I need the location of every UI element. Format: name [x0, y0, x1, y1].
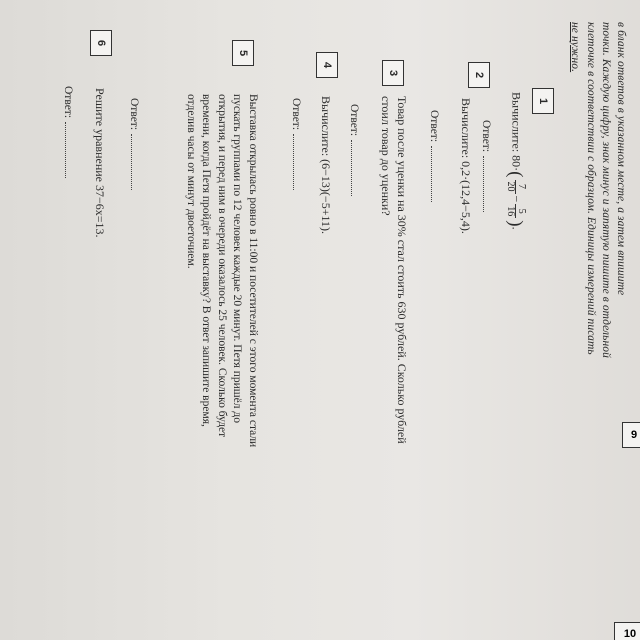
instructions	[567, 22, 628, 582]
edge-number-box: 10	[614, 622, 640, 640]
problem-6-text: Решите уравнение 37−6x=13.	[93, 88, 107, 238]
problem-4-text: Вычислите: (6−13)(−5+11).	[319, 96, 333, 235]
answer-2	[428, 110, 440, 202]
fraction-1-denominator: 20	[504, 181, 516, 192]
answer-line[interactable]	[131, 134, 132, 190]
answer-label: Ответ:	[428, 110, 440, 143]
problem-1-prefix: Вычислите: 80·	[509, 92, 524, 172]
answer-label: Ответ:	[128, 98, 140, 131]
answer-6	[62, 86, 74, 178]
answer-5	[128, 98, 140, 190]
answer-4	[290, 98, 302, 190]
instructions-line: не нужно.	[569, 22, 582, 73]
problem-2-text: Вычислите: 0,2·(12,4−5,4).	[459, 98, 473, 234]
fraction-1	[504, 180, 526, 194]
problem-5-text: Выставка открылась ровно в 11:00 и посетителей с этого момента стали пускать группами по 12 человек каждые 20 минут. Петя пришёл до открытия, и перед ним в очереди оказалось 25 человек. Сколько будет времени, когда Петя пройдёт на выставку? В ответ запишите время, отделив часы от минут двоеточием.	[184, 94, 259, 448]
fraction-2-denominator: 16	[504, 206, 516, 217]
answer-1	[480, 120, 492, 212]
problem-number-5: 5	[232, 40, 254, 66]
fraction-2-numerator: 5	[515, 204, 527, 218]
problem-1-text	[502, 92, 528, 230]
instructions-line: клеточке в соответствии с образцом. Единицы измерений писать	[584, 22, 597, 355]
answer-line[interactable]	[431, 146, 432, 202]
problem-1-suffix: .	[509, 226, 524, 230]
fraction-2	[504, 204, 526, 218]
instructions-line: в бланк ответов в указанном месте, а затем впишите	[615, 22, 627, 296]
answer-label: Ответ:	[348, 104, 360, 137]
problem-3-text: Товар после уценки на 30% стал стоить 630 рублей. Сколько рублей стоил товар до уценки?	[378, 96, 409, 444]
left-paren: (	[505, 171, 526, 178]
answer-line[interactable]	[293, 134, 294, 190]
answer-label: Ответ:	[480, 120, 492, 153]
problem-number-4: 4	[316, 52, 338, 78]
answer-label: Ответ:	[62, 86, 74, 119]
right-paren: )	[505, 220, 526, 227]
problem-number-1: 1	[532, 88, 554, 114]
fraction-1-numerator: 7	[515, 180, 527, 194]
answer-line[interactable]	[483, 156, 484, 212]
answer-line[interactable]	[65, 122, 66, 178]
problem-number-2: 2	[468, 62, 490, 88]
answer-3	[348, 104, 360, 196]
edge-number-box: 9	[622, 422, 640, 448]
minus-sign: −	[509, 195, 524, 203]
problem-number-3: 3	[382, 60, 404, 86]
answer-label: Ответ:	[290, 98, 302, 131]
problem-number-6: 6	[90, 30, 112, 56]
instructions-line: точки. Каждую цифру, знак минус и запятую пишите в отдельной	[599, 22, 612, 359]
answer-line[interactable]	[351, 140, 352, 196]
